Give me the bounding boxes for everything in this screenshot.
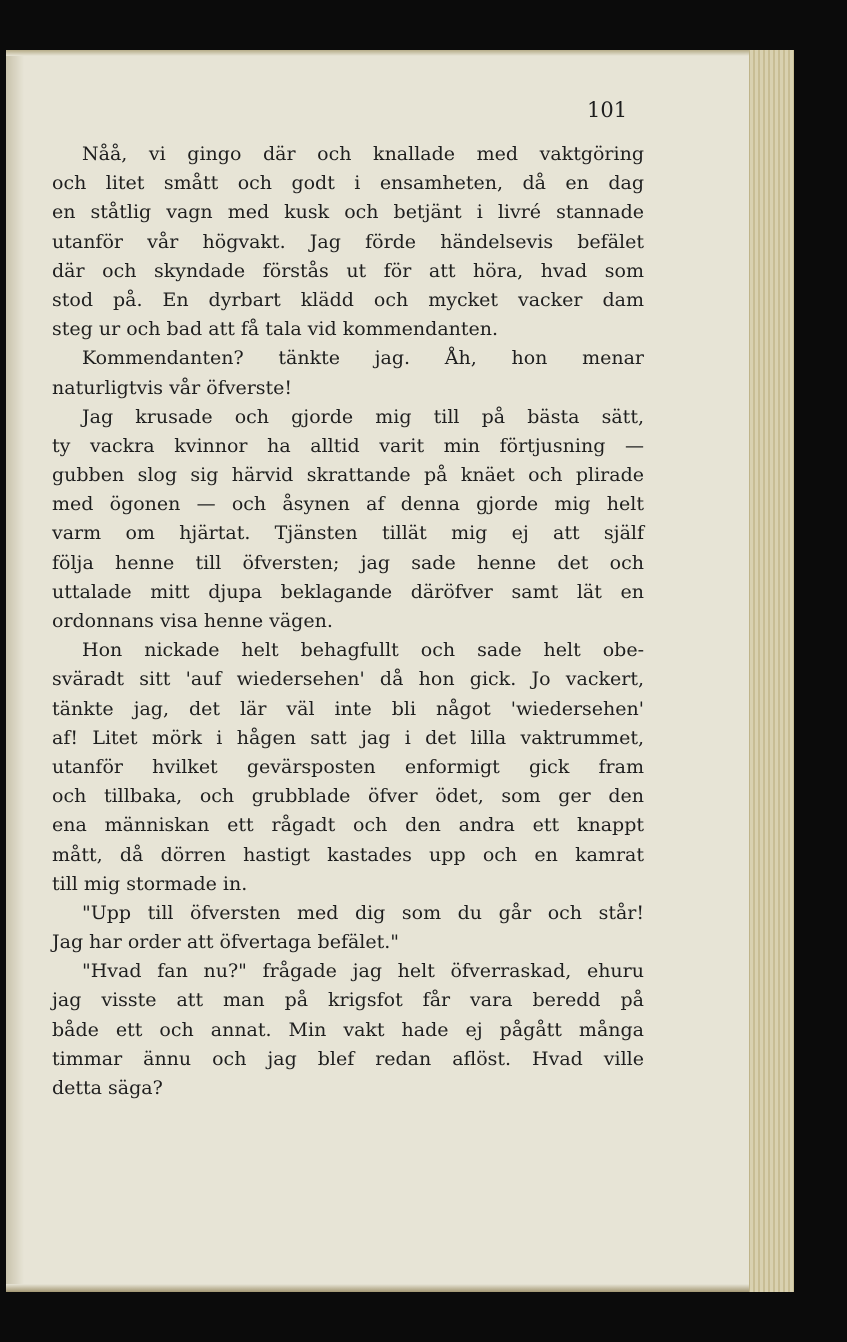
page-binding: [6, 50, 24, 1292]
text-line: Hon nickade helt behagfullt och sade helt obe-: [82, 639, 644, 662]
text-line: Jag har order att öfvertaga befälet.": [52, 931, 400, 954]
text-line: naturligtvis vår öfverste!: [52, 376, 293, 399]
text-line: utanför hvilket gevärsposten enformigt gick fram: [52, 755, 644, 778]
text-line: en ståtlig vagn med kusk och betjänt i livré stannade: [52, 201, 644, 224]
text-line: sväradt sitt 'auf wiedersehen' då hon gick. Jo vackert,: [52, 668, 644, 691]
text-line: varm om hjärtat. Tjänsten tillät mig ej att själf: [52, 522, 644, 545]
text-line: med ögonen — och åsynen af denna gjorde mig helt: [52, 493, 644, 516]
page-number: 101: [587, 98, 628, 122]
text-line: stod på. En dyrbart klädd och mycket vacker dam: [52, 288, 644, 311]
text-line: ordonnans visa henne vägen.: [52, 610, 333, 632]
text-line: Nåå, vi gingo där och knallade med vaktgöring: [82, 143, 644, 165]
text-line: och litet smått och godt i ensamheten, då en dag: [52, 172, 644, 195]
text-line: steg ur och bad att få tala vid kommendanten.: [52, 318, 499, 341]
text-line: utanför vår högvakt. Jag förde händelsevis befälet: [52, 230, 644, 253]
text-line: gubben slog sig härvid skrattande på knäet och plirade: [52, 464, 644, 487]
text-line: "Upp till öfversten med dig som du går och står!: [82, 901, 644, 924]
text-line: Kommendanten? tänkte jag. Åh, hon menar: [82, 347, 644, 370]
text-line: af! Litet mörk i hågen satt jag i det lilla vaktrummet,: [52, 726, 644, 749]
text-line: Jag krusade och gjorde mig till på bästa sätt,: [82, 405, 644, 428]
page-fore-edge: [749, 50, 794, 1292]
text-line: detta säga?: [52, 1077, 163, 1099]
text-line: jag visste att man på krigsfot får vara beredd på: [52, 989, 644, 1012]
body-text: [52, 140, 644, 1103]
text-line: uttalade mitt djupa beklagande däröfver samt lät en: [52, 580, 644, 603]
page-bottom-edge: [6, 1284, 794, 1292]
text-line: där och skyndade förstås ut för att höra, hvad som: [52, 259, 644, 282]
text-line: både ett och annat. Min vakt hade ej pågått många: [52, 1018, 644, 1041]
text-line: till mig stormade in.: [52, 872, 248, 895]
text-line: och tillbaka, och grubblade öfver ödet, som ger den: [52, 785, 644, 808]
text-line: följa henne till öfversten; jag sade henne det och: [52, 551, 644, 574]
text-line: "Hvad fan nu?" frågade jag helt öfverraskad, ehuru: [82, 960, 644, 983]
page-top-edge: [6, 50, 794, 56]
text-line: timmar ännu och jag blef redan aflöst. Hvad ville: [52, 1047, 644, 1070]
text-line: ty vackra kvinnor ha alltid varit min förtjusning —: [52, 434, 644, 457]
text-line: ena människan ett rågadt och den andra ett knappt: [52, 814, 644, 837]
text-line: tänkte jag, det lär väl inte bli något 'wiedersehen': [52, 697, 644, 720]
text-line: mått, då dörren hastigt kastades upp och en kamrat: [52, 843, 644, 866]
